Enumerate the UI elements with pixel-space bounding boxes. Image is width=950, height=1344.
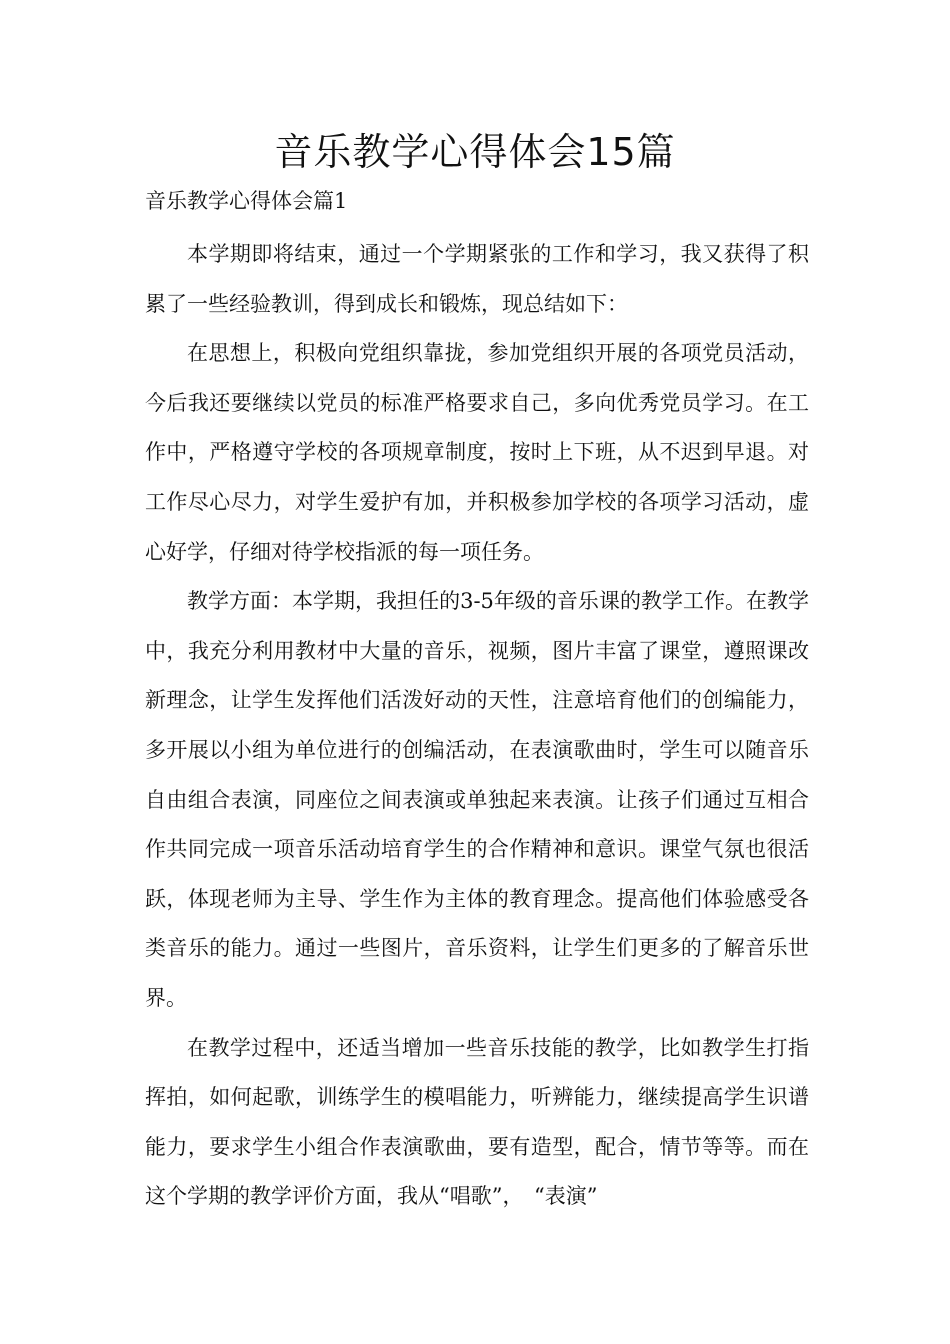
paragraph: 在教学过程中，还适当增加一些音乐技能的教学，比如教学生打指挥拍，如何起歌，训练学生的模唱能力，听辨能力，继续提高学生识谱能力，要求学生小组合作表演歌曲，要有造型，配合，情节等等。而在这个学期的教学评价方面，我从“唱歌”， “表演” [145,1035,809,1209]
paragraph: 本学期即将结束，通过一个学期紧张的工作和学习，我又获得了积累了一些经验教训，得到成长和锻炼，现总结如下： [145,242,809,316]
paragraph: 教学方面：本学期，我担任的3-5年级的音乐课的教学工作。在教学中，我充分利用教材中大量的音乐，视频，图片丰富了课堂，遵照课改新理念，让学生发挥他们活泼好动的天性，注意培育他们的创编能力，多开展以小组为单位进行的创编活动，在表演歌曲时，学生可以随音乐自由组合表演，同座位之间表演或单独起来表演。让孩子们通过互相合作共同完成一项音乐活动培育学生的合作精神和意识。课堂气氛也很活跃，体现老师为主导、学生作为主体的教育理念。提高他们体验感受各类音乐的能力。通过一些图片，音乐资料，让学生们更多的了解音乐世界。 [145,589,809,1010]
document-title: 音乐教学心得体会15篇 [274,130,676,174]
section-heading: 音乐教学心得体会篇1 [145,189,348,213]
paragraph: 在思想上，积极向党组织靠拢，参加党组织开展的各项党员活动，今后我还要继续以党员的标准严格要求自己，多向优秀党员学习。在工作中，严格遵守学校的各项规章制度，按时上下班，从不迟到早退。对工作尽心尽力，对学生爱护有加，并积极参加学校的各项学习活动，虚心好学，仔细对待学校指派的每一项任务。 [145,341,809,564]
document-body [145,230,809,1222]
